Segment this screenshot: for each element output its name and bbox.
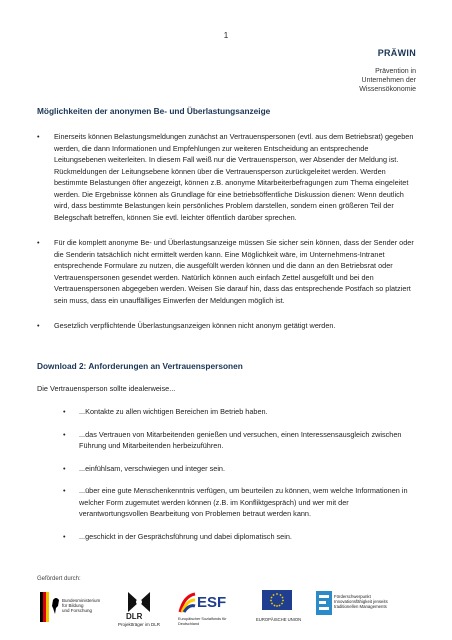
funding-logos	[40, 590, 420, 630]
list-item-text: ...das Vertrauen von Mitarbeitenden genießen und versuchen, einen Interessensausgleich zwischen Führung und Mitarbeitenden herbeizuführen.	[79, 429, 402, 450]
dlr-logo	[118, 590, 161, 627]
list-item	[37, 531, 415, 543]
list-item-text: ...einfühlsam, verschwiegen und integer sein.	[79, 463, 226, 473]
page-number: 1	[223, 31, 229, 40]
list-item	[37, 463, 415, 475]
brand-subtitle-line: Unternehmen der	[361, 77, 416, 84]
list-item	[37, 320, 415, 332]
list-item	[37, 485, 415, 520]
eu-logo	[256, 590, 302, 622]
list-item-text: ...über eine gute Menschenkenntnis verfügen, um beurteilen zu können, wem welche Informationen in welcher Form zugemutet werden können (z.B. im Konfliktgespräch) und wer mit der verantwortungsvollen Bearbeitung von Problemen betraut werden kann.	[79, 486, 408, 518]
list-item-text: ...Kontakte zu allen wichtigen Bereichen im Betrieb haben.	[79, 407, 268, 416]
esf-sub: Europäischer Sozialfonds für Deutschland	[178, 617, 227, 626]
list-item	[37, 429, 415, 452]
fsp-line: Förderschwerpunkt	[334, 594, 371, 599]
list-item-text: ...geschickt in der Gesprächsführung und dabei diplomatisch sein.	[79, 531, 292, 541]
eu-flag-icon	[262, 590, 292, 610]
bullet-icon: •	[37, 132, 40, 141]
foerderschwerpunkt-logo	[316, 591, 388, 620]
bullet-icon: •	[63, 486, 66, 495]
document-body	[37, 106, 415, 553]
brand-subtitle-line: Prävention in	[375, 68, 416, 75]
bullet-icon: •	[63, 407, 66, 416]
fsp-line: Innovationsfähigkeit jenseits	[334, 599, 388, 604]
brand-subtitle	[359, 67, 416, 94]
esf-name: ESF	[197, 594, 227, 611]
bullet-icon: •	[63, 463, 66, 473]
dlr-sub: Projektträger im DLR	[118, 622, 161, 627]
bmbf-line: Bundesministerium	[62, 598, 101, 603]
fsp-mark-icon	[316, 591, 332, 615]
project-brand	[359, 48, 416, 94]
esf-logo	[178, 592, 227, 626]
funding-label: Gefördert durch:	[37, 576, 81, 582]
eu-sub: EUROPÄISCHE UNION	[256, 617, 302, 622]
section2-intro: Die Vertrauensperson sollte idealerweise...	[37, 383, 176, 393]
list-item	[37, 237, 415, 306]
bullet-icon: •	[63, 531, 66, 541]
list-item-text: Für die komplett anonyme Be- und Überlastungsanzeige müssen Sie sicher sein können, dass der Sender oder die Senderin tatsächlich nicht ermittelt werden kann. Eine Möglichkeit wäre, im Unternehmens-Intranet entsprechende Formulare zu nutzen, die ausgefüllt werden können und die dann an den Betriebsrat oder Vertrauenspersonen gesendet werden. Natürlich können auch einfach Zettel ausgefüllt und bei den Vertrauenspersonen abgegeben werden. Weisen Sie darauf hin, dass das entsprechende Postfach so platziert sein muss, dass ein unauffälliges Einwerfen der Meldungen möglich ist.	[54, 238, 414, 305]
eagle-icon	[40, 592, 60, 622]
bullet-icon: •	[37, 321, 40, 330]
bmbf-logo	[40, 592, 101, 627]
brand-subtitle-line: Wissensökonomie	[359, 86, 416, 93]
bmbf-line: für Bildung	[62, 603, 84, 608]
list-item	[37, 406, 415, 418]
section2-heading: Download 2: Anforderungen an Vertrauenspersonen	[37, 360, 243, 371]
esf-swoosh-icon	[178, 592, 196, 614]
bmbf-line: und Forschung	[62, 608, 93, 613]
list-item	[37, 131, 415, 223]
fsp-line: traditionellen Managements	[334, 604, 387, 609]
dlr-name: DLR	[126, 612, 143, 621]
dlr-mark-icon	[122, 590, 156, 614]
brand-title: PRÄWIN	[377, 48, 416, 58]
bullet-icon: •	[63, 429, 66, 439]
list-item-text: Gesetzlich verpflichtende Überlastungsanzeigen können nicht anonym getätigt werden.	[54, 321, 336, 330]
section1-heading: Möglichkeiten der anonymen Be- und Überlastungsanzeige	[37, 106, 271, 116]
bullet-icon: •	[37, 238, 40, 247]
list-item-text: Einerseits können Belastungsmeldungen zunächst an Vertrauenspersonen (evtl. aus dem Betriebsrat) gegeben werden, die dann Informationen und Empfehlungen zur weiteren Entscheidung an entsprechende Leitungsebenen weiterleiten. In diesem Fall weiß nur die Vertrauensperson, wer Absender der Meldung ist. Rückmeldungen der Leitungsebene können über die Vertrauensperson zurückgeleitet werden. Werden bestimmte Belastungen öfter angezeigt, können z.B. anonyme Mitarbeiterbefragungen zum Thema eingeleitet werden. Die Ergebnisse können als Grundlage für eine betriebsöffentliche Diskussion dienen: Wenn deutlich wird, dass bestimmte Belastungen kein persönliches Problem darstellen, sondern einen größeren Teil der Belegschaft betreffen, können Sie evtl. leichter öffentlich darüber sprechen.	[54, 132, 414, 222]
